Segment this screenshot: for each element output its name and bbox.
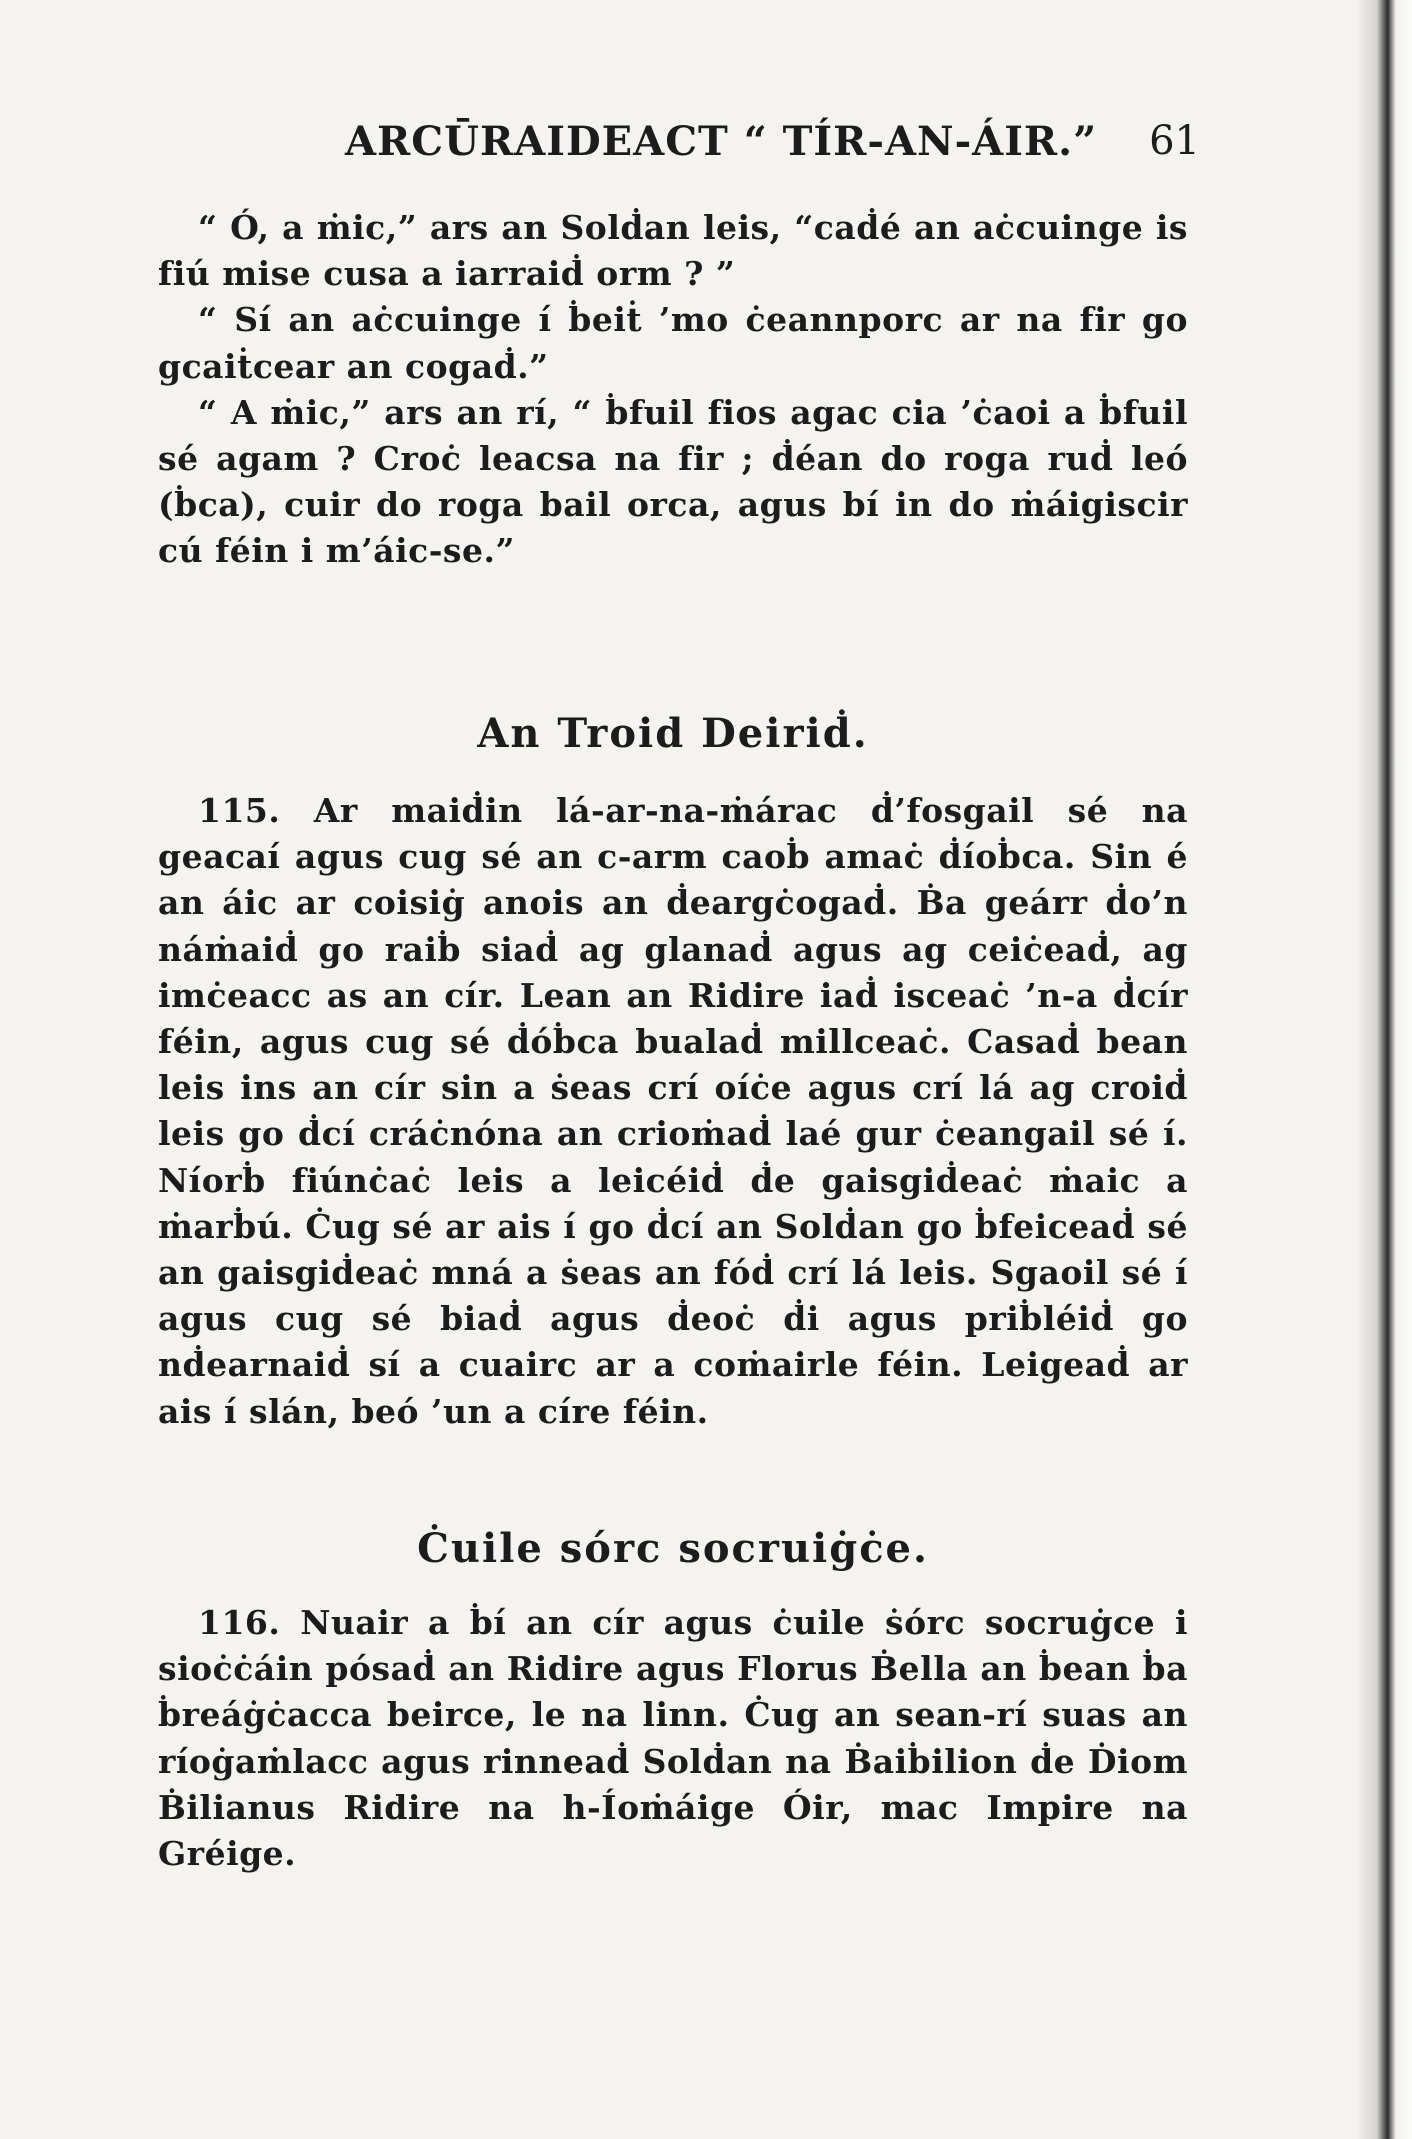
page-header (345, 118, 1200, 178)
section-heading-116: Ċuile sórc socruiġċe. (417, 1525, 929, 1572)
running-head: ARCŪRAIDEACT “ TÍR-AN-ÁIR.” (345, 118, 1098, 165)
page-edge (1358, 0, 1412, 2139)
section-116-body (158, 1600, 1188, 1877)
section-heading-115: An Troid Deiriḋ. (477, 710, 869, 757)
paragraph-115: 115. Ar maiḋin lá-ar-na-ṁárac ḋ’fosgail sé na geacaí agus cug sé an c-arm caoḃ amaċ ḋíoḃca. Sin é an áic ar coisiġ anois an ḋeargċogaḋ. Ḃa geárr ḋo’n náṁaiḋ go raiḃ siaḋ ag glanaḋ agus ag ceiċeaḋ, ag imċeacc as an cír. Lean an Ridire iaḋ isceaċ ’n-a ḋcír féin, agus cug sé ḋóḃca bualaḋ millceaċ. Casaḋ bean leis ins an cír sin a ṡeas crí oíċe agus crí lá ag croiḋ leis go ḋcí cráċnóna an crioṁaḋ laé gur ċeangail sé í. Níorḃ fiúnċaċ leis a leicéiḋ ḋe gaisgiḋeaċ ṁaic a ṁarḃú. Ċug sé ar ais í go ḋcí an Solḋan go ḃfeiceaḋ sé an gaisgiḋeaċ mná a ṡeas an fóḋ crí lá leis. Sgaoil sé í agus cug sé biaḋ agus ḋeoċ ḋi agus priḃléiḋ go nḋearnaiḋ sí a cuairc ar a coṁairle féin. Leigeaḋ ar ais í slán, beó ’un a círe féin. (158, 791, 1188, 1431)
section-115-body (158, 788, 1188, 1435)
dialogue-block (158, 205, 1188, 575)
dialogue-paragraph: “ Ó, a ṁic,” ars an Solḋan leis, “caḋé an aċcuinge is fiú mise cusa a iarraiḋ orm ? ” (158, 208, 1188, 294)
dialogue-paragraph: “ A ṁic,” ars an rí, “ ḃfuil fios agac cia ’ċaoi a ḃfuil sé agam ? Croċ leacsa na fir ; ḋéan do roga ruḋ leó (ḃca), cuir do roga bail orca, agus bí in do ṁáigiscir cú féin i m’áic-se.” (158, 392, 1188, 571)
dialogue-paragraph: “ Sí an aċcuinge í ḃeiṫ ’mo ċeannporc ar na fir go gcaiṫcear an cogaḋ.” (158, 300, 1188, 386)
page-number: 61 (1149, 118, 1200, 164)
paragraph-116: 116. Nuair a ḃí an cír agus ċuile ṡórc socruġce i sioċċáin pósaḋ an Ridire agus Florus Ḃella an ḃean ḃa ḃreáġċacca beirce, le na linn. Ċug an sean-rí suas an ríoġaṁlacc agus rinneaḋ Solḋan na Ḃaiḃilion ḋe Ḋiom Ḃilianus Ridire na h-Íoṁáige Óir, mac Impire na Gréige. (158, 1603, 1188, 1874)
